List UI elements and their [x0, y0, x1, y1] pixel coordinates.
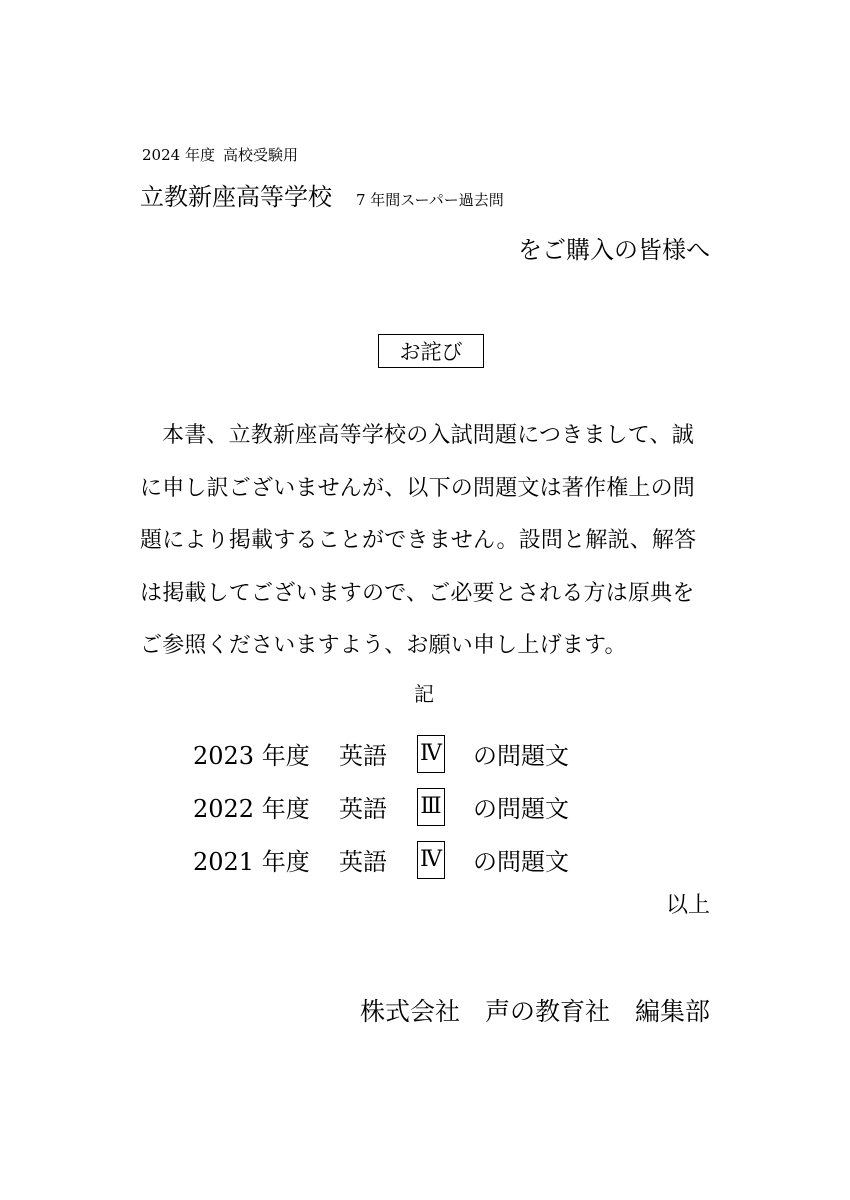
item-subject: 英語	[339, 848, 387, 876]
list-item	[193, 727, 569, 780]
header-school-line	[140, 177, 504, 212]
closing-mark: 以上	[665, 893, 710, 918]
series-name: 7 年間スーパー過去問	[356, 191, 504, 209]
item-suffix: の問題文	[473, 795, 569, 823]
header-purpose: 高校受験用	[222, 146, 298, 164]
item-year: 2023 年度	[193, 742, 310, 770]
header-year: 2024 年度	[142, 146, 215, 164]
header-year-line	[142, 144, 298, 165]
item-subject: 英語	[339, 795, 387, 823]
list-item	[193, 780, 569, 833]
apology-title-text: お詫び	[399, 340, 463, 364]
item-section: Ⅲ	[417, 788, 445, 826]
item-subject: 英語	[339, 742, 387, 770]
apology-title	[378, 334, 484, 368]
item-section: Ⅳ	[417, 841, 445, 879]
publisher: 株式会社 声の教育社 編集部	[359, 997, 710, 1026]
item-year: 2022 年度	[193, 795, 310, 823]
ki-label: 記	[414, 682, 434, 706]
school-name: 立教新座高等学校	[140, 183, 332, 211]
item-list	[193, 727, 569, 886]
item-section: Ⅳ	[417, 735, 445, 773]
body-paragraph: 本書、立教新座高等学校の入試問題につきまして、誠に申し訳ございませんが、以下の問題文は著作権上の問題により掲載することができません。設問と解説、解答は掲載してございますので、ご必要とされる方は原典をご参照くださいますよう、お願い申し上げます。	[140, 423, 697, 658]
greeting: をご購入の皆様へ	[518, 236, 710, 264]
item-suffix: の問題文	[473, 742, 569, 770]
body-text	[140, 410, 715, 673]
item-year: 2021 年度	[193, 848, 310, 876]
list-item	[193, 833, 569, 886]
item-suffix: の問題文	[473, 848, 569, 876]
